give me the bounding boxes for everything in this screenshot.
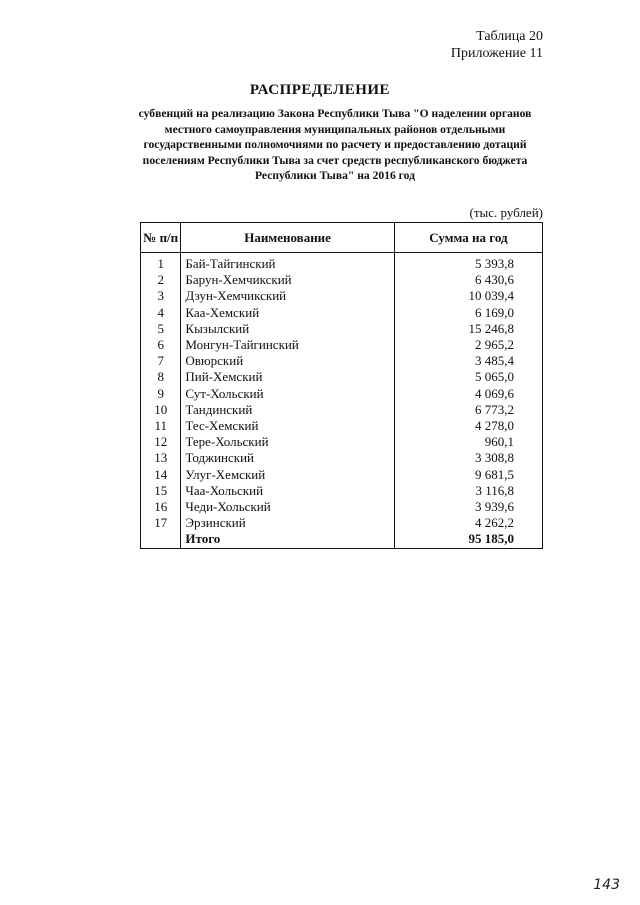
row-name: Эрзинский bbox=[181, 515, 394, 531]
table-row bbox=[141, 305, 543, 321]
row-number: 12 bbox=[141, 434, 181, 450]
table-label: Таблица 20 bbox=[476, 29, 543, 44]
row-number: 13 bbox=[141, 450, 181, 466]
units-label: (тыс. рублей) bbox=[469, 205, 543, 220]
table-row bbox=[141, 418, 543, 434]
page-number: 143 bbox=[593, 877, 620, 893]
row-sum: 3 116,8 bbox=[394, 483, 542, 499]
row-sum: 15 246,8 bbox=[394, 321, 542, 337]
row-sum: 3 308,8 bbox=[394, 450, 542, 466]
row-sum: 2 965,2 bbox=[394, 337, 542, 353]
row-number bbox=[141, 531, 181, 548]
document-subtitle: субвенций на реализацию Закона Республики Тыва "О наделении органов местного самоуправления муниципальных районов отдельными государственными полномочиями по расчету и предоставлению дотаций поселениям Республики Тыва за счет средств республиканского бюджета Республики Тыва" на 2016 год bbox=[138, 107, 532, 182]
row-sum: 4 278,0 bbox=[394, 418, 542, 434]
table-row bbox=[141, 450, 543, 466]
table-row bbox=[141, 337, 543, 353]
row-name: Сут-Хольский bbox=[181, 386, 394, 402]
row-number: 9 bbox=[141, 386, 181, 402]
row-number: 17 bbox=[141, 515, 181, 531]
table-body bbox=[141, 253, 543, 549]
row-name: Тес-Хемский bbox=[181, 418, 394, 434]
table-row bbox=[141, 353, 543, 369]
row-number: 1 bbox=[141, 253, 181, 273]
row-number: 16 bbox=[141, 499, 181, 515]
row-name: Чеди-Хольский bbox=[181, 499, 394, 515]
row-number: 5 bbox=[141, 321, 181, 337]
row-sum: 5 065,0 bbox=[394, 369, 542, 385]
table-total-row bbox=[141, 531, 543, 548]
row-sum: 4 069,6 bbox=[394, 386, 542, 402]
column-header-number: № п/п bbox=[141, 223, 181, 253]
row-number: 6 bbox=[141, 337, 181, 353]
row-name: Пий-Хемский bbox=[181, 369, 394, 385]
row-number: 10 bbox=[141, 402, 181, 418]
row-name: Улуг-Хемский bbox=[181, 467, 394, 483]
table-row bbox=[141, 253, 543, 273]
row-name: Кызылский bbox=[181, 321, 394, 337]
row-name: Барун-Хемчикский bbox=[181, 272, 394, 288]
row-number: 14 bbox=[141, 467, 181, 483]
row-sum: 6 430,6 bbox=[394, 272, 542, 288]
row-sum: 3 939,6 bbox=[394, 499, 542, 515]
row-number: 11 bbox=[141, 418, 181, 434]
row-sum: 3 485,4 bbox=[394, 353, 542, 369]
row-name: Дзун-Хемчикский bbox=[181, 288, 394, 304]
row-number: 2 bbox=[141, 272, 181, 288]
row-number: 4 bbox=[141, 305, 181, 321]
row-name: Тере-Хольский bbox=[181, 434, 394, 450]
table-row bbox=[141, 321, 543, 337]
row-sum: 9 681,5 bbox=[394, 467, 542, 483]
header-labels bbox=[451, 28, 543, 62]
row-name: Монгун-Тайгинский bbox=[181, 337, 394, 353]
row-number: 3 bbox=[141, 288, 181, 304]
column-header-sum: Сумма на год bbox=[394, 223, 542, 253]
row-name: Итого bbox=[181, 531, 394, 548]
row-number: 15 bbox=[141, 483, 181, 499]
row-number: 8 bbox=[141, 369, 181, 385]
appendix-label: Приложение 11 bbox=[450, 46, 543, 61]
row-sum: 4 262,2 bbox=[394, 515, 542, 531]
row-name: Тоджинский bbox=[181, 450, 394, 466]
row-sum: 6 773,2 bbox=[394, 402, 542, 418]
table-header-row bbox=[141, 223, 543, 253]
table-row bbox=[141, 515, 543, 531]
row-sum: 10 039,4 bbox=[394, 288, 542, 304]
table-row bbox=[141, 386, 543, 402]
row-number: 7 bbox=[141, 353, 181, 369]
row-sum: 5 393,8 bbox=[394, 253, 542, 273]
table-row bbox=[141, 288, 543, 304]
row-sum: 960,1 bbox=[394, 434, 542, 450]
row-name: Каа-Хемский bbox=[181, 305, 394, 321]
table-row bbox=[141, 369, 543, 385]
column-header-name: Наименование bbox=[181, 223, 394, 253]
row-sum: 95 185,0 bbox=[394, 531, 542, 548]
table-row bbox=[141, 483, 543, 499]
distribution-table bbox=[140, 222, 543, 549]
row-name: Овюрский bbox=[181, 353, 394, 369]
document-title: РАСПРЕДЕЛЕНИЕ bbox=[249, 82, 391, 98]
row-name: Чаа-Хольский bbox=[181, 483, 394, 499]
table-row bbox=[141, 499, 543, 515]
table-row bbox=[141, 434, 543, 450]
row-name: Тандинский bbox=[181, 402, 394, 418]
row-name: Бай-Тайгинский bbox=[181, 253, 394, 273]
row-sum: 6 169,0 bbox=[394, 305, 542, 321]
table-row bbox=[141, 272, 543, 288]
table-row bbox=[141, 402, 543, 418]
table-row bbox=[141, 467, 543, 483]
